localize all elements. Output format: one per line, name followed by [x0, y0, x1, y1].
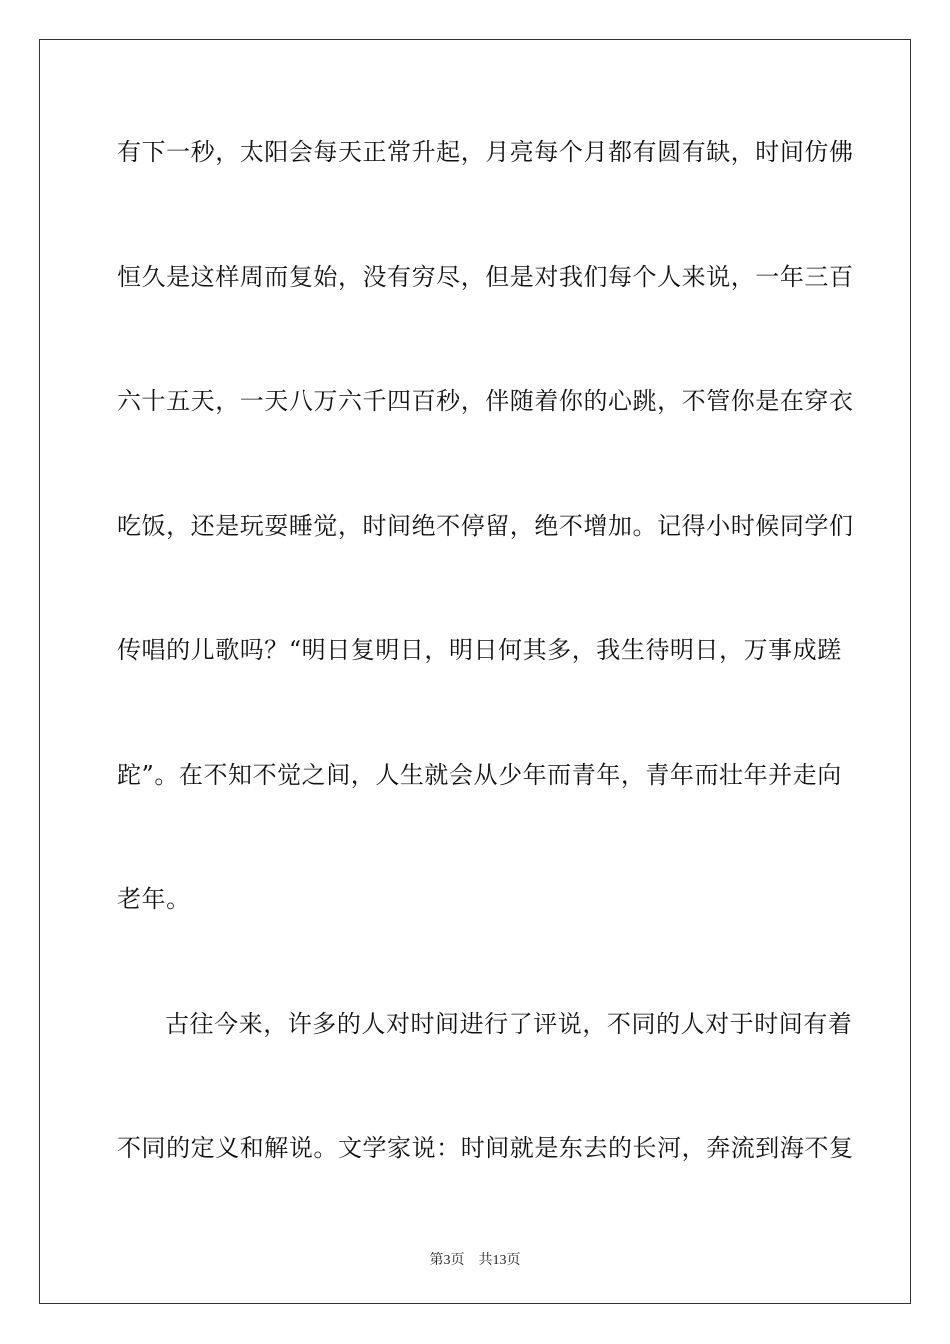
- paragraph-line-2: 恒久是这样周而复始，没有穷尽，但是对我们每个人来说，一年三百: [117, 263, 854, 291]
- paragraph-line-5: 传唱的儿歌吗？“明日复明日，明日何其多，我生待明日，万事成蹉: [117, 636, 842, 664]
- page-number-current: 第3页: [429, 1253, 465, 1268]
- paragraph-line-8: 古往今来，许多的人对时间进行了评说，不同的人对于时间有着: [165, 1010, 853, 1038]
- paragraph-line-7: 老年。: [117, 885, 191, 913]
- paragraph-line-3: 六十五天，一天八万六千四百秒，伴随着你的心跳，不管你是在穿衣: [117, 387, 854, 415]
- page-footer: [0, 1249, 950, 1269]
- paragraph-line-4: 吃饭，还是玩耍睡觉，时间绝不停留，绝不增加。记得小时候同学们: [117, 512, 854, 540]
- page-border: [39, 39, 911, 1304]
- paragraph-line-6: 跎”。在不知不觉之间，人生就会从少年而青年，青年而壮年并走向: [117, 761, 842, 789]
- paragraph-line-9: 不同的定义和解说。文学家说：时间就是东去的长河，奔流到海不复: [117, 1134, 854, 1162]
- paragraph-line-1: 有下一秒，太阳会每天正常升起，月亮每个月都有圆有缺，时间仿佛: [117, 138, 854, 166]
- page-number-total: 共13页: [478, 1253, 521, 1268]
